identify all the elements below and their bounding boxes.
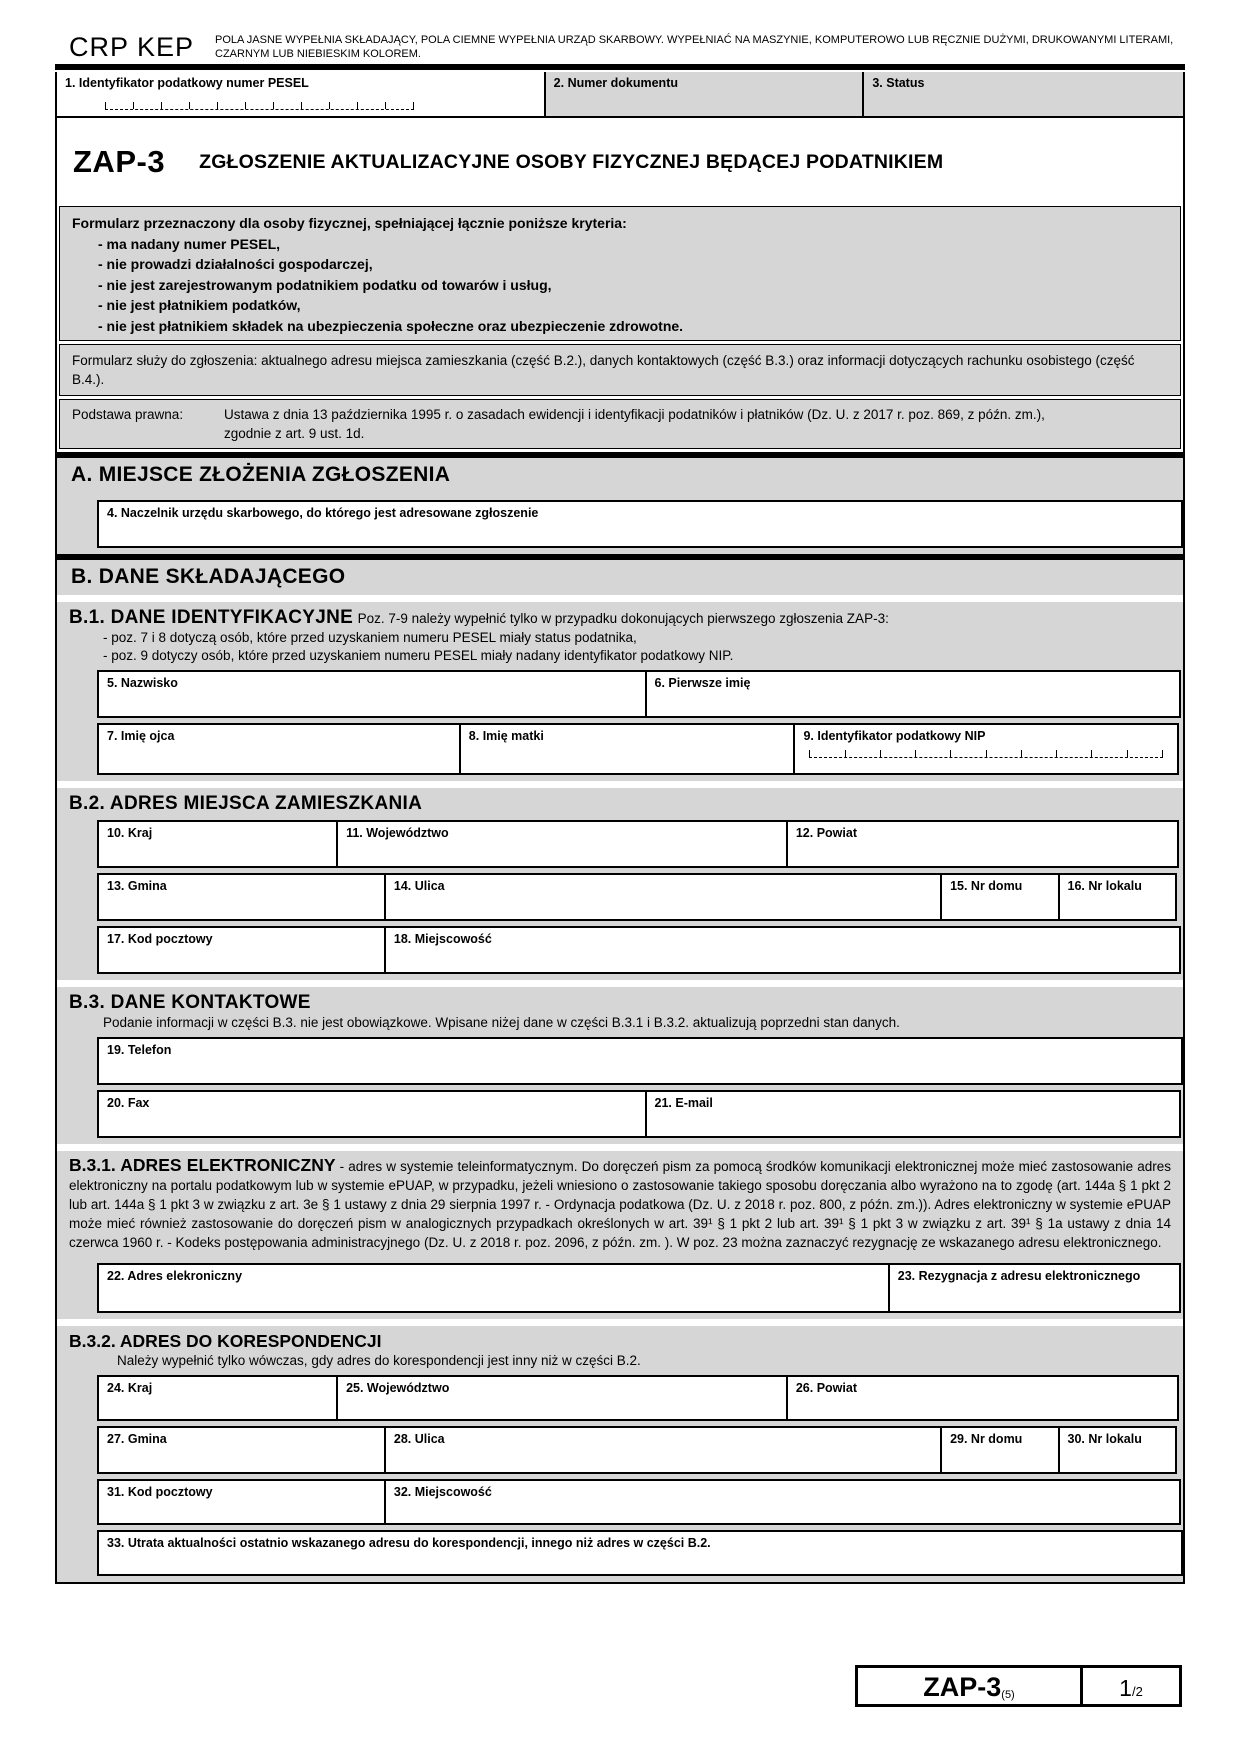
field-27-label: 27. Gmina: [107, 1432, 167, 1446]
section-a-header: A. MIEJSCE ZŁOŻENIA ZGŁOSZENIA: [57, 458, 1183, 493]
field-11-wojewodztwo[interactable]: [336, 820, 788, 868]
field-19-telefon[interactable]: [97, 1037, 1183, 1085]
field-24-label: 24. Kraj: [107, 1381, 153, 1395]
purpose-box: Formularz służy do zgłoszenia: aktualnego adresu miejsca zamieszkania (część B.2.), danych kontaktowych (część B.3.) oraz informacji dotyczących rachunku osobistego (część B.4.).: [59, 344, 1181, 396]
field-3-status: [864, 72, 1183, 116]
criteria-item: - nie prowadzi działalności gospodarczej,: [98, 256, 373, 272]
section-b3-title: B.3. DANE KONTAKTOWE: [69, 992, 311, 1013]
field-17-label: 17. Kod pocztowy: [107, 932, 213, 946]
spacer: [57, 1144, 1183, 1151]
field-32-miejscowosc[interactable]: [384, 1479, 1181, 1525]
legal-basis-text: Ustawa z dnia 13 października 1995 r. o zasadach ewidencji i identyfikacji podatników i płatników (Dz. U. z 2017 r. poz. 869, z późn. zm.), zgodnie z art. 9 ust. 1d.: [224, 407, 1045, 441]
footer-form-version: (5): [1001, 1689, 1015, 1701]
section-b1-note-item: - poz. 9 dotyczy osób, które przed uzyskaniem numeru PESEL miały nadany identyfikator podatkowy NIP.: [103, 648, 734, 663]
field-1-pesel[interactable]: [57, 72, 546, 116]
criteria-item: - ma nadany numer PESEL,: [98, 235, 281, 252]
field-13-label: 13. Gmina: [107, 879, 167, 893]
section-b3: [57, 987, 1183, 1144]
footer-form-code: [855, 1665, 1083, 1707]
field-9-nip[interactable]: [793, 723, 1179, 775]
section-b1-title: B.1. DANE IDENTYFIKACYJNE: [69, 607, 354, 628]
field-26-label: 26. Powiat: [795, 1381, 857, 1395]
section-b2-header: [57, 791, 1183, 815]
field-18-label: 18. Miejscowość: [393, 932, 492, 946]
field-28-label: 28. Ulica: [393, 1432, 445, 1446]
section-b2-title: B.2. ADRES MIEJSCA ZAMIESZKANIA: [69, 793, 423, 814]
page-header: [55, 28, 1185, 63]
field-12-label: 12. Powiat: [795, 826, 857, 840]
field-2-document-number: [546, 72, 865, 116]
field-30-label: 30. Nr lokalu: [1067, 1432, 1142, 1446]
field-23-rezygnacja[interactable]: [888, 1263, 1181, 1313]
form-code: ZAP-3: [73, 144, 166, 179]
field-19-label: 19. Telefon: [107, 1043, 172, 1057]
field-4-tax-office[interactable]: [97, 500, 1183, 548]
footer-page-number: 1: [1119, 1675, 1132, 1701]
row-fields-24-26: [57, 1375, 1183, 1421]
field-9-label: 9. Identyfikator podatkowy NIP: [803, 729, 986, 743]
field-23-label: 23. Rezygnacja z adresu elektronicznego: [897, 1269, 1141, 1283]
field-10-kraj[interactable]: [97, 820, 338, 868]
section-b31-description: [57, 1154, 1183, 1258]
field-15-nr-domu[interactable]: [940, 873, 1059, 921]
field-22-label: 22. Adres elekroniczny: [107, 1269, 243, 1283]
field-25-label: 25. Województwo: [346, 1381, 450, 1395]
section-b1: [57, 602, 1183, 781]
field-21-label: 21. E-mail: [654, 1096, 713, 1110]
field-22-adres-elektroniczny[interactable]: [97, 1263, 890, 1313]
field-8-label: 8. Imię matki: [468, 729, 544, 743]
section-b3-header: [57, 990, 1183, 1014]
criteria-item: - nie jest płatnikiem podatków,: [98, 297, 301, 313]
section-b2: [57, 788, 1183, 980]
field-32-label: 32. Miejscowość: [393, 1485, 492, 1499]
field-12-powiat[interactable]: [786, 820, 1179, 868]
field-29-label: 29. Nr domu: [950, 1432, 1023, 1446]
field-18-miejscowosc[interactable]: [384, 926, 1181, 974]
form-body: [55, 72, 1185, 1584]
field-6-pierwsze-imie[interactable]: [645, 670, 1181, 718]
field-11-label: 11. Województwo: [346, 826, 449, 840]
form-title: ZGŁOSZENIE AKTUALIZACYJNE OSOBY FIZYCZNEJ BĘDĄCEJ PODATNIKIEM: [199, 150, 944, 173]
field-33-label: 33. Utrata aktualności ostatnio wskazanego adresu do korespondencji, innego niż adres w części B.2.: [107, 1536, 711, 1550]
row-fields-7-9: [57, 723, 1183, 775]
spacer: [57, 1319, 1183, 1326]
criteria-box: [59, 206, 1181, 341]
row-field-33: [57, 1530, 1183, 1576]
field-7-imie-ojca[interactable]: [97, 723, 461, 775]
section-b3-note: Podanie informacji w części B.3. nie jest obowiązkowe. Wpisane niżej dane w części B.3.1 i B.3.2. aktualizują poprzedni stan danych.: [103, 1015, 900, 1030]
field-31-kod-pocztowy[interactable]: [97, 1479, 386, 1525]
nip-comb-input[interactable]: [809, 747, 1163, 758]
field-21-email[interactable]: [645, 1090, 1181, 1138]
criteria-intro: Formularz przeznaczony dla osoby fizycznej, spełniającej łącznie poniższe kryteria:: [72, 215, 627, 231]
footer-form-code-text: ZAP-3: [923, 1672, 1002, 1702]
row-fields-17-18: [57, 926, 1183, 974]
row-fields-5-6: [57, 670, 1183, 718]
field-17-kod-pocztowy[interactable]: [97, 926, 386, 974]
footer-page-total: /2: [1131, 1684, 1143, 1699]
criteria-item: - nie jest zarejestrowanym podatnikiem podatku od towarów i usług,: [98, 276, 552, 293]
field-14-label: 14. Ulica: [393, 879, 445, 893]
field-7-label: 7. Imię ojca: [107, 729, 175, 743]
field-1-label: 1. Identyfikator podatkowy numer PESEL: [65, 76, 309, 90]
field-29-nr-domu[interactable]: [940, 1426, 1059, 1474]
section-a-body: [57, 493, 1183, 554]
field-5-label: 5. Nazwisko: [107, 676, 178, 690]
field-33-utrata-aktualnosci[interactable]: [97, 1530, 1183, 1576]
field-20-fax[interactable]: [97, 1090, 647, 1138]
spacer: [57, 595, 1183, 602]
field-3-label: 3. Status: [872, 76, 925, 90]
field-25-wojewodztwo[interactable]: [336, 1375, 788, 1421]
section-b1-header: [57, 605, 1183, 629]
page-footer: [855, 1665, 1182, 1707]
identification-row: [57, 72, 1183, 118]
field-26-powiat[interactable]: [786, 1375, 1179, 1421]
row-fields-10-12: [57, 820, 1183, 868]
form-title-block: [57, 118, 1183, 206]
legal-basis-box: [59, 399, 1181, 449]
field-13-gmina[interactable]: [97, 873, 386, 921]
field-16-label: 16. Nr lokalu: [1067, 879, 1142, 893]
row-fields-22-23: [57, 1263, 1183, 1313]
field-2-label: 2. Numer dokumentu: [553, 76, 678, 90]
legal-basis-label: Podstawa prawna:: [72, 407, 184, 422]
section-b-header: B. DANE SKŁADAJĄCEGO: [57, 560, 1183, 595]
top-rule: [55, 64, 1185, 70]
row-fields-27-30: [57, 1426, 1183, 1474]
section-b31: [57, 1151, 1183, 1319]
section-b1-note: Poz. 7-9 należy wypełnić tylko w przypadku dokonujących pierwszego zgłoszenia ZAP-3:: [357, 611, 889, 626]
footer-page-indicator: [1080, 1665, 1182, 1707]
field-4-label: 4. Naczelnik urzędu skarbowego, do którego jest adresowane zgłoszenie: [107, 506, 539, 520]
field-20-label: 20. Fax: [107, 1096, 150, 1110]
criteria-item: - nie jest płatnikiem składek na ubezpieczenia społeczne oraz ubezpieczenie zdrowotne.: [98, 317, 684, 334]
field-27-gmina[interactable]: [97, 1426, 386, 1474]
section-b32-title: B.3.2. ADRES DO KORESPONDENCJI: [69, 1331, 382, 1351]
row-fields-20-21: [57, 1090, 1183, 1138]
pesel-comb-input[interactable]: [105, 99, 414, 110]
spacer: [57, 781, 1183, 788]
field-10-label: 10. Kraj: [107, 826, 153, 840]
registry-label: CRP KEP: [69, 32, 195, 62]
field-16-nr-lokalu[interactable]: [1058, 873, 1177, 921]
field-6-label: 6. Pierwsze imię: [654, 676, 751, 690]
spacer: [57, 980, 1183, 987]
filling-instructions: POLA JASNE WYPEŁNIA SKŁADAJĄCY, POLA CIEMNE WYPEŁNIA URZĄD SKARBOWY. WYPEŁNIAĆ NA MASZYNIE, KOMPUTEROWO LUB RĘCZNIE DUŻYMI, DRUKOWANYMI LITERAMI, CZARNYM LUB NIEBIESKIM KOLOREM.: [215, 34, 1174, 60]
section-b31-text: - adres w systemie teleinformatycznym. Do doręczeń pism za pomocą środków komunikacji elektronicznej może mieć zastosowanie adres elektroniczny na portalu podatkowym lub w systemie ePUAP, w przypadku, jeżeli wniesiono o zastosowanie takiego sposobu doręczania albo wyrażono na to zgodę (art. 144a § 1 pkt 2 lub art. 144a § 1 pkt 3 w związku z art. 3e § 1 ustawy z dnia 29 sierpnia 1997 r. - Ordynacja podatkowa (Dz. U. z 2018 r. poz. 800, z późn. zm.)). Adres elektroniczny w systemie ePUAP może mieć również zastosowanie do doręczeń pism w analogicznych przypadkach określonych w art. 39¹ § 1 pkt 2 lub art. 39¹ § 1 pkt 3 w związku z art. 39¹ § 1a ustawy z dnia 14 czerwca 1960 r. - Kodeks postępowania administracyjnego (Dz. U. z 2018 r. poz. 2096, z późn. zm. ). W poz. 23 można zaznaczyć rezygnację ze wskazanego adresu elektronicznego.: [69, 1159, 1171, 1250]
field-30-nr-lokalu[interactable]: [1058, 1426, 1177, 1474]
section-b32-note: Należy wypełnić tylko wówczas, gdy adres do korespondencji jest inny niż w części B.2.: [117, 1353, 641, 1368]
field-28-ulica[interactable]: [384, 1426, 942, 1474]
section-b31-title: B.3.1. ADRES ELEKTRONICZNY: [69, 1155, 336, 1175]
section-b32: [57, 1326, 1183, 1582]
row-field-4: [57, 500, 1183, 548]
field-14-ulica[interactable]: [384, 873, 942, 921]
field-31-label: 31. Kod pocztowy: [107, 1485, 213, 1499]
row-fields-31-32: [57, 1479, 1183, 1525]
field-24-kraj[interactable]: [97, 1375, 338, 1421]
row-fields-13-16: [57, 873, 1183, 921]
section-b1-note-item: - poz. 7 i 8 dotyczą osób, które przed uzyskaniem numeru PESEL miały status podatnika,: [103, 630, 637, 645]
field-15-label: 15. Nr domu: [950, 879, 1023, 893]
row-field-19: [57, 1037, 1183, 1085]
field-5-nazwisko[interactable]: [97, 670, 647, 718]
field-8-imie-matki[interactable]: [459, 723, 796, 775]
section-b32-header: [57, 1329, 1183, 1352]
